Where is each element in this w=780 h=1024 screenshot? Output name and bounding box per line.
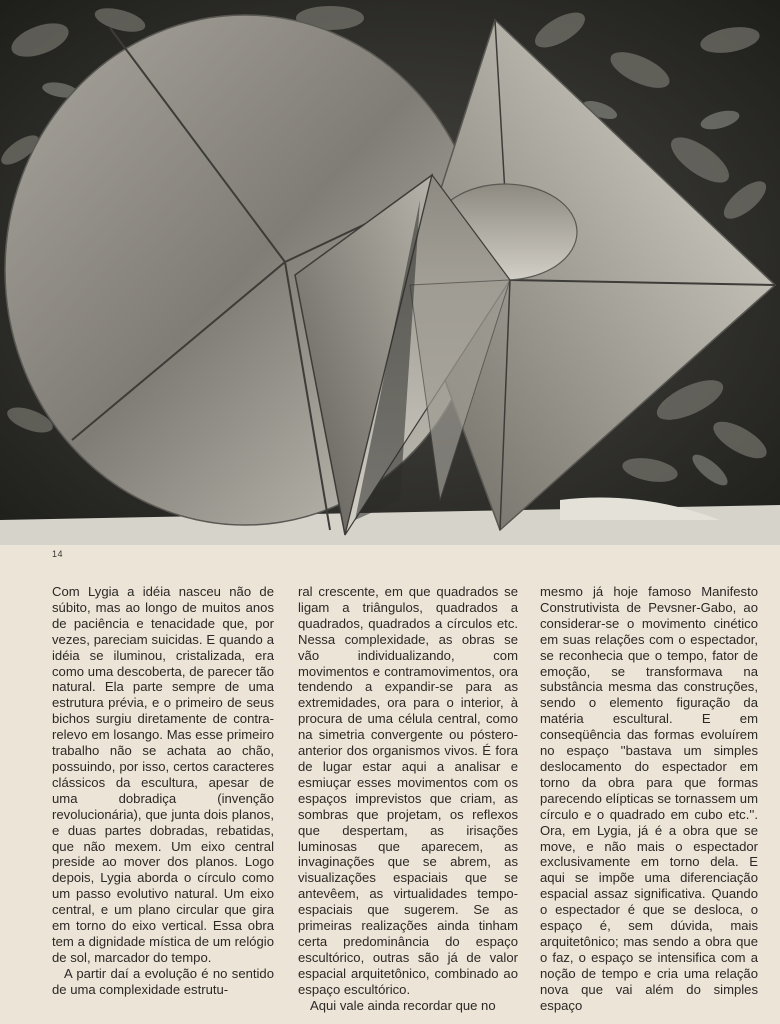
paragraph: mesmo já hoje famoso Manifesto Construtivista de Pevsner-Gabo, ao considerar-se o movimento cinético em suas relações com o espectador, se reconhecia que o tempo, fator de emoção, se transformava na substância mesma das construções, sendo o elemento figuração da matéria escultural. E em conseqüência das formas evoluírem no espaço ''bastava um simples deslocamento do espectador em torno da obra para que formas parecendo elípticas se tornassem um círculo e o quadrado em cubo etc.''. Ora, em Lygia, já é a obra que se move, e não mais o espectador exclusivamente em torno dela. E aqui se impõe uma diferenciação espacial assaz significativa. Quando o espectador é que se desloca, o espaço é, sem dúvida, mais arquitetônico; mas sendo a obra que o faz, o espaço se intensifica com a noção de tempo e cria uma relação nova que vai além do simples espaço [540,584,758,1013]
paragraph: Aqui vale ainda recordar que no [310,997,496,1013]
text-column-1 [52,584,274,998]
paragraph: ral crescente, em que quadrados se ligam a triângulos, quadrados a quadrados, quadrados a círculos etc. Nessa complexidade, as obras se vão individualizando, com movimentos e contramovimentos, ora tendendo a expandir-se para as extremidades, ora para o interior, à procura de uma célula central, como na simetria convergente ou póstero-anterior dos organismos vivos. É fora de lugar estar aqui a analisar e esmiuçar esses movimentos com os espaços imprevistos que criam, as sombras que projetam, os reflexos que despertam, as irisações luminosas que aparecem, as invaginações que se abrem, as visualizações espaciais que se antevêem, as virtualidades tempo-espaciais que sugerem. Se as primeiras realizações ainda tinham certa predominância do espaço escultórico, outras são já de valor espacial arquitetônico, combinado ao espaço escultórico. [298,584,518,997]
paragraph: A partir daí a evolução é no sentido de uma complexidade estrutu- [52,965,274,997]
text-column-3 [540,584,758,1013]
paragraph: Com Lygia a idéia nasceu não de súbito, mas ao longo de muitos anos de paciência e tenacidade que, por vezes, pareciam suicidas. E quando a idéia se iluminou, cristalizada, era como uma descoberta, de parecer tão natural. Ela parte sempre de uma estrutura prévia, e o primeiro de seus bichos surgiu diretamente de contra-relevo em losango. Mas esse primeiro trabalho não se achata ao chão, possuindo, por isso, certos caracteres clássicos da escultura, apesar de uma dobradiça (invenção revolucionária), que junta dois planos, e duas partes dobradas, rebatidas, que não mexem. Um eixo central preside ao mover dos planos. Logo depois, Lygia aborda o círculo como um passo evolutivo natural. Um eixo central, e um plano circular que gira em torno do eixo vertical. Essa obra tem a dignidade mística de um relógio de sol, marcador do tempo. [52,584,274,965]
page-number: 14 [52,549,64,559]
text-column-2 [298,584,518,1013]
